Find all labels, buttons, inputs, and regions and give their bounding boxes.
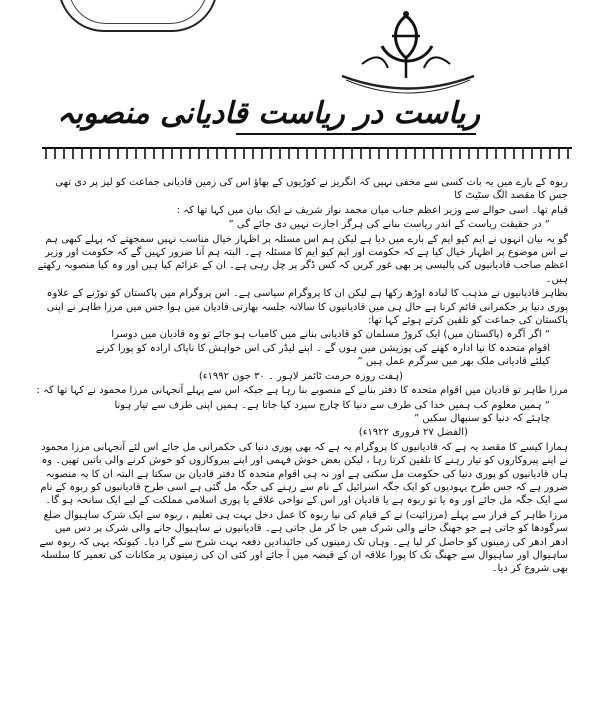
- paragraph: مرزا طاہر کے فرار سے پہلے (مرزائیت) نے کے قیام کی نیا ربوہ کا عمل دخل بہت ہی تعلیم ، ربوہ سے ایک شرک ساہیوال ضلع سرگودھا کو جاتی ہے جو جھنگ جانے والی شرک میں جا کر مل جاتی ہے۔ قادیانیوں نے ساہیوال جانے والی شرک پر دس میں ادھر ادھر کی زمینوں کو حاصل کر لیا ہے۔ وہاں تک زمینوں کی جائیدادیں دفعہ بہت شرح سے گرا دیا۔ کیونکہ یہی کہ ربوہ سے ساہیوال اور ساہیوال سے جھنگ تک کا پورا علاقہ ان کے قبضہ میں آ جائے اور کئی ان کی زمینوں پر مکانات کی تعمیر کا سلسلہ بھی شروع کر دیا۔: [39, 509, 568, 575]
- paragraph: ہمارا کیسے کا مقصد یہ ہے کہ قادیانیوں کا پروگرام یہ ہے کہ بھی پوری دنیا کی حکمرانی مل جائے اس لئے آنجہانی مرزا محمود نے اپنے پیروکاروں کو تیار رہنے کا تلقین کرتا رہا ، لیکن بعض خوش فہمی اور اپنے پیروکاروں کو خوش کرنے والی باتیں تھیں۔ وہ ہاں قادیانیوں کو پوری دنیا کی حکومت مل سکتی ہے اور نہ ہی اقوام متحدہ کا دفتر قادیان بن سکتا ہے البتہ ان کا یہ منصوبہ ضرور ہے کہ جس طرح یہودیوں کو ایک جگہ اسرائیل کے نام سے رہنے کی جگہ مل گئی ہے اسی طرح قادیانیوں کو ربوہ کے نام سے ایک جگہ مل جائے اور وہ یا تو ربوہ ہے یا قادیان اور اس کے نواحی علاقے یا پوری اسلامی مملکت کے لیے ایک سانحہ ہو گا۔: [40, 441, 568, 507]
- quotation: “ ہمیں معلوم کب ہمیں خدا کی طرف سے دنیا کا چارج سپرد کیا جاتا ہے۔ ہمیں اپنی طرف سے تیار ہونا چاہئے کہ دنیا کو سنبھال سکیں ”: [114, 399, 550, 424]
- quotation: “ اگر آگرہ (پاکستان میں) ایک کروڑ مسلمان کو قادیانی بنانے میں کامیاب ہو جائے تو وہ قادیان میں دوسرا اقوام متحدہ کا نیا ادارہ کھنے کی پوزیشن میں ہوں گے ۔ اپنے لیڈر کی اس خواہش کا ناپاک ارادہ کو پورا کرنے کیلئے قادیانی ملک بھر میں سرگرم عمل ہیں ”: [95, 329, 550, 368]
- paragraph: قیام تھا۔ اسی حوالے سے وزیر اعظم جناب میاں محمد نواز شریف نے ایک بیان میں کہا تھا کہ :: [176, 204, 568, 216]
- circular-seal-icon: [58, 0, 218, 32]
- article-body: [34, 176, 568, 577]
- paragraph: مرزا طاہر تو قادیان میں اقوام متحدہ کا دفتر بنانے کے منصوبے بنا رہا ہے جبکہ اس سے پہلے آنجہانی مرزا محمود نے کہا تھا کہ :: [36, 385, 568, 397]
- calligraphic-monogram-icon: [322, 6, 494, 102]
- title-underline: [236, 133, 476, 135]
- paragraph: گو یہ بیان انہوں نے ایم کیو ایم کے بارے میں دیا ہے لیکن ہم اس مسئلہ پر اظہار خیال مناسب نہیں سمجھتے کہ پہلے کبھی ہم نے اس موضوع پر اظہار خیال کیا ہے کہ حکومت اور ایم کیو ایم کا مسئلہ ہے۔ البتہ ہم آنا ضرور کہیں گے کہ حکومت اور وزیر اعظم صاحب قادیانیوں کی پالیسی پر بھی غور کریں کہ کس ڈگر پر چل رہی ہے۔ ان کے عزائم کیا ہیں اور وہ کیا منصوبہ رکھتے ہیں۔: [37, 233, 568, 285]
- page-title: ریاست در ریاست قادیانی منصوبہ: [56, 96, 480, 131]
- quotation: “ در حقیقت ریاست کے اندر ریاست بنانے کی ہرگز اجازت نہیں دی جائے گی ”: [228, 219, 550, 231]
- citation: (ہفت روزہ حرمت ٹائمز لاہور ۔ ۳۰ جون ۱۹۹۲ء): [198, 370, 404, 382]
- citation: (الفضل ۲۷ فروری ۱۹۲۲ء): [358, 427, 468, 439]
- paragraph: ربوہ کے بارے میں یہ بات کسی سے مخفی نہیں کہ انگریز نے کوڑیوں کے بھاؤ اس کی زمین قادیانی جماعت کو لیز پر دی تھی جس کا مقصد الگ سٹیٹ کا: [55, 177, 568, 202]
- paragraph: بظاہر قادیانیوں نے مذہب کا لبادہ اوڑھ رکھا ہے لیکن ان کا پروگرام سیاسی ہے۔ اس پروگرام میں پاکستان کو توڑنے کے علاوہ پوری دنیا پر حکمرانی قائم کرنا ہے حال ہی میں قادیانیوں کا سالانہ جلسہ بھارتی قادیان میں ہوا جس میں مرزا طاہر نے اپنی پاکستان کی جماعت کو تلقین کرتے ہوئے کہا تھا:: [46, 288, 568, 327]
- decorative-border: [42, 145, 572, 161]
